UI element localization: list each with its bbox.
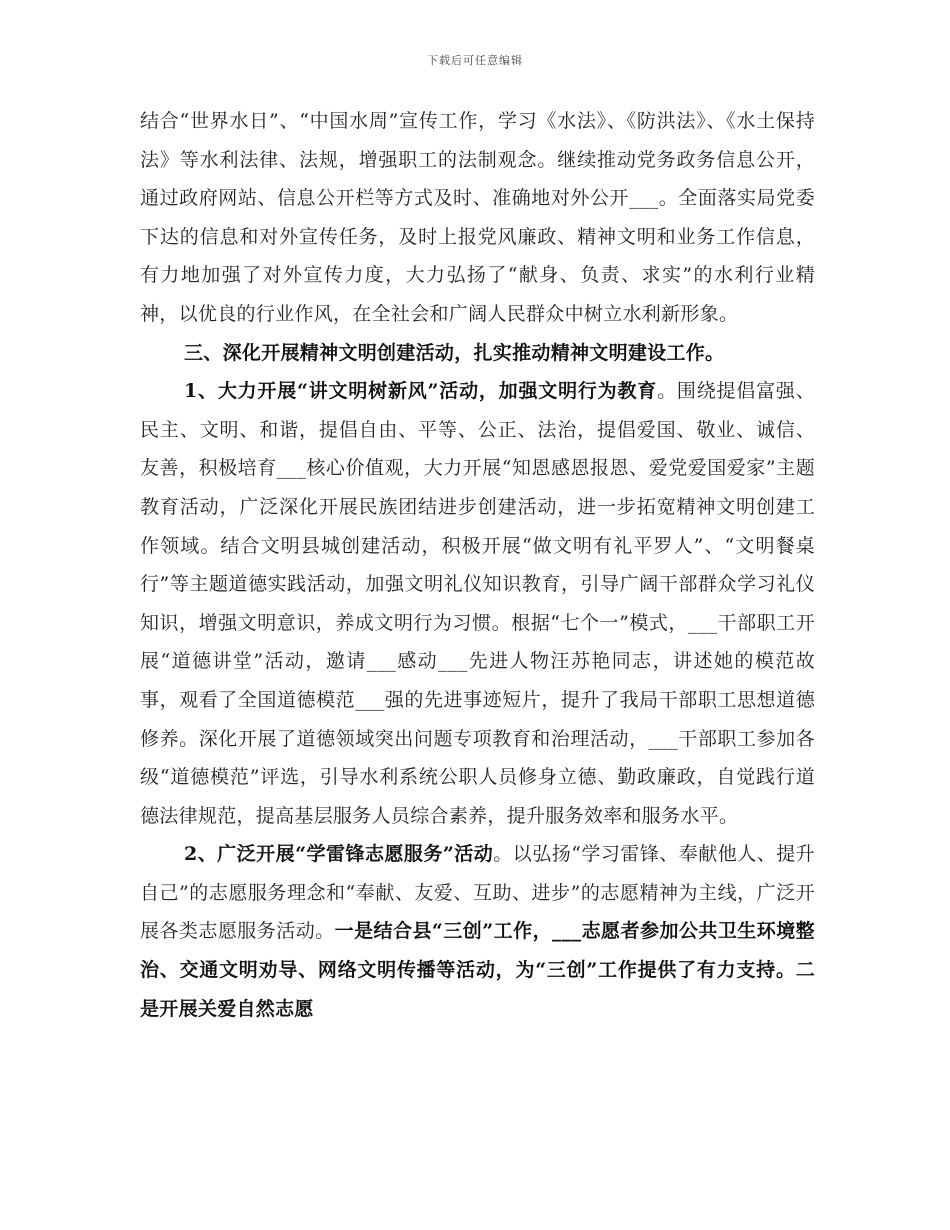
paragraph-lead-in: 1、大力开展“讲文明树新风”活动，加强文明行为教育 <box>184 380 658 403</box>
page-header: 下载后可任意编辑 <box>427 54 523 67</box>
heading-text: 三、深化开展精神文明创建活动，扎实推动精神文明建设工作。 <box>184 341 725 364</box>
paragraph-emphasis: 一是结合县“三创”工作，___志愿者参加公共卫生环境整治、交通文明劝导、网络文明传播等活动，为“三创”工作提供了有力支持。二是开展关爱自然志愿 <box>140 920 815 1020</box>
paragraph-text: 结合“世界水日”、“中国水周”宣传工作，学习《水法》、《防洪法》、《水土保持法》等水利法律、法规，增强职工的法制观念。继续推动党务政务信息公开，通过政府网站、信息公开栏等方式及时、准确地对外公开___。全面落实局党委下达的信息和对外宣传任务，及时上报党风廉政、精神文明和业务工作信息，有力地加强了对外宣传力度，大力弘扬了“献身、负责、求实”的水利行业精神，以优良的行业作风，在全社会和广阔人民群众中树立水利新形象。 <box>140 110 815 325</box>
document-body <box>140 102 815 1028</box>
paragraph-civilization-activity <box>140 372 815 835</box>
section-heading-spiritual-civilization <box>140 334 815 373</box>
paragraph-volunteer-service <box>140 835 815 1028</box>
paragraph-text: 。围绕提倡富强、民主、文明、和谐，提倡自由、平等、公正、法治，提倡爱国、敬业、诚信、友善，积极培育___核心价值观，大力开展“知恩感恩报恩、爱党爱国爱家”主题教育活动，广泛深化开展民族团结进步创建活动，进一步拓宽精神文明创建工作领域。结合文明县城创建活动，积极开展“做文明有礼平罗人”、“文明餐桌行”等主题道德实践活动，加强文明礼仪知识教育，引导广阔干部群众学习礼仪知识，增强文明意识，养成文明行为习惯。根据“七个一”模式，___干部职工开展“道德讲堂”活动，邀请___感动___先进人物汪苏艳同志，讲述她的模范故事，观看了全国道德模范___强的先进事迹短片，提升了我局干部职工思想道德修养。深化开展了道德领域突出问题专项教育和治理活动，___干部职工参加各级“道德模范”评选，引导水利系统公职人员修身立德、勤政廉政，自觉践行道德法律规范，提高基层服务人员综合素养，提升服务效率和服务水平。 <box>140 380 815 827</box>
paragraph-text: 。以弘扬“学习雷锋、奉献他人、提升自己”的志愿服务理念和“奉献、友爱、互助、进步”的志愿精神为主线，广泛开展各类志愿服务活动。 <box>140 843 815 943</box>
paragraph-water-law-publicity <box>140 102 815 334</box>
paragraph-lead-in: 2、广泛开展“学雷锋志愿服务”活动 <box>184 843 494 866</box>
